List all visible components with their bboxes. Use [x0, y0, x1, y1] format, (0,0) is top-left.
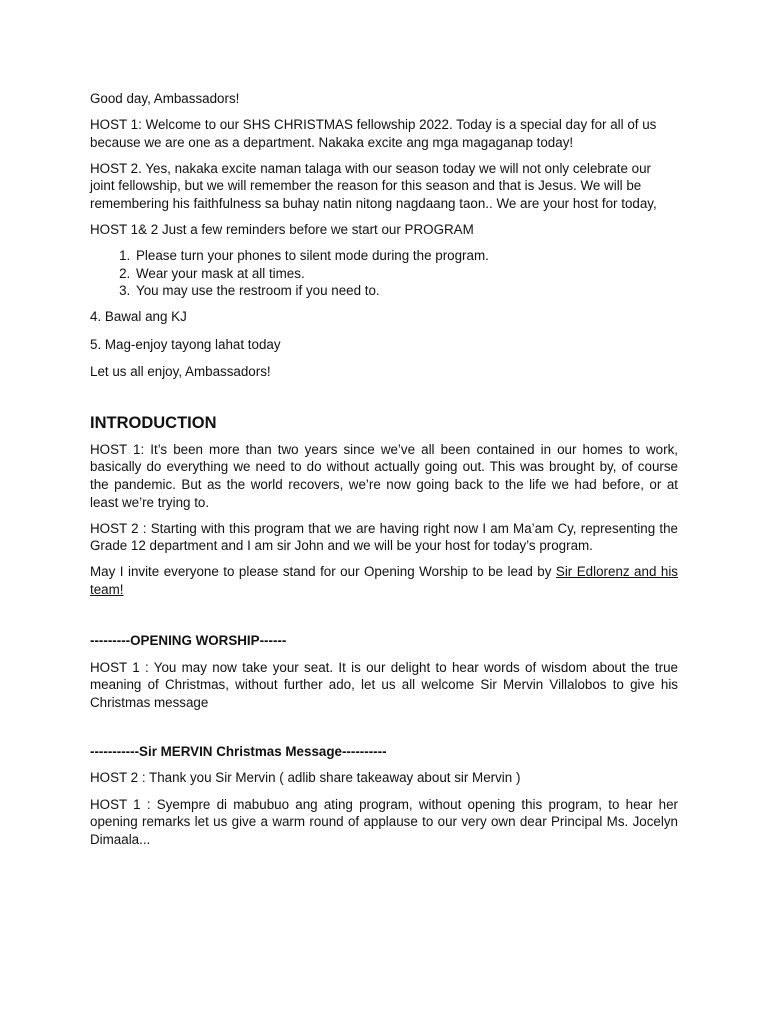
- reminder-item: 3. You may use the restroom if you need to.: [134, 282, 678, 300]
- document-page: [90, 90, 678, 857]
- enjoy-line: Let us all enjoy, Ambassadors!: [90, 364, 271, 380]
- introduction-heading: INTRODUCTION: [90, 413, 217, 432]
- reminder-4: 4. Bawal ang KJ: [90, 308, 187, 324]
- reminders-list: [90, 247, 678, 300]
- reminder-item: 2. Wear your mask at all times.: [134, 265, 678, 283]
- introduction-host2-paragraph: HOST 2 : Starting with this program that we are having right now I am Ma’am Cy, representing the Grade 12 department and I am sir John and we will be your host for today’s program.: [90, 520, 678, 554]
- introduction-host1-paragraph: HOST 1: It’s been more than two years since we’ve all been contained in our homes to work, basically do everything we need to do without actually going out. This was brought by, of course the pandemic. But as the world recovers, we’re now going back to the life we had before, or at least we’re trying to.: [90, 441, 678, 510]
- opening-worship-host1-paragraph: HOST 1 : You may now take your seat. It is our delight to hear words of wisdom about the true meaning of Christmas, without further ado, let us all welcome Sir Mervin Villalobos to give his Christmas message: [90, 659, 678, 710]
- worship-leader-text: Sir Edlorenz and his team!: [90, 564, 678, 597]
- host2-intro-paragraph: HOST 2. Yes, nakaka excite naman talaga with our season today we will not only celebrate our joint fellowship, but we will remember the reason for this season and that is Jesus. We will be remembering his faithfulness sa buhay natin nitong nagdaang taon.. We are your host for today,: [90, 160, 657, 211]
- reminder-5: 5. Mag-enjoy tayong lahat today: [90, 336, 281, 352]
- mervin-host2-paragraph: HOST 2 : Thank you Sir Mervin ( adlib share takeaway about sir Mervin ): [90, 770, 521, 786]
- invite-paragraph: [90, 563, 678, 598]
- reminders-intro: HOST 1& 2 Just a few reminders before we start our PROGRAM: [90, 222, 474, 238]
- opening-worship-heading: ---------OPENING WORSHIP------: [90, 633, 287, 649]
- host1-welcome-paragraph: HOST 1: Welcome to our SHS CHRISTMAS fellowship 2022. Today is a special day for all of us because we are one as a department. Nakaka excite ang mga magaganap today!: [90, 117, 657, 150]
- mervin-host1-paragraph: HOST 1 : Syempre di mabubuo ang ating program, without opening this program, to hear her opening remarks let us give a warm round of applause to our very own dear Principal Ms. Jocelyn Dimaala...: [90, 796, 678, 847]
- greeting: Good day, Ambassadors!: [90, 91, 240, 106]
- reminder-item: 1. Please turn your phones to silent mode during the program.: [134, 247, 678, 265]
- mervin-message-heading: -----------Sir MERVIN Christmas Message----------: [90, 744, 387, 760]
- invite-text: May I invite everyone to please stand for our Opening Worship to be lead by: [90, 564, 556, 580]
